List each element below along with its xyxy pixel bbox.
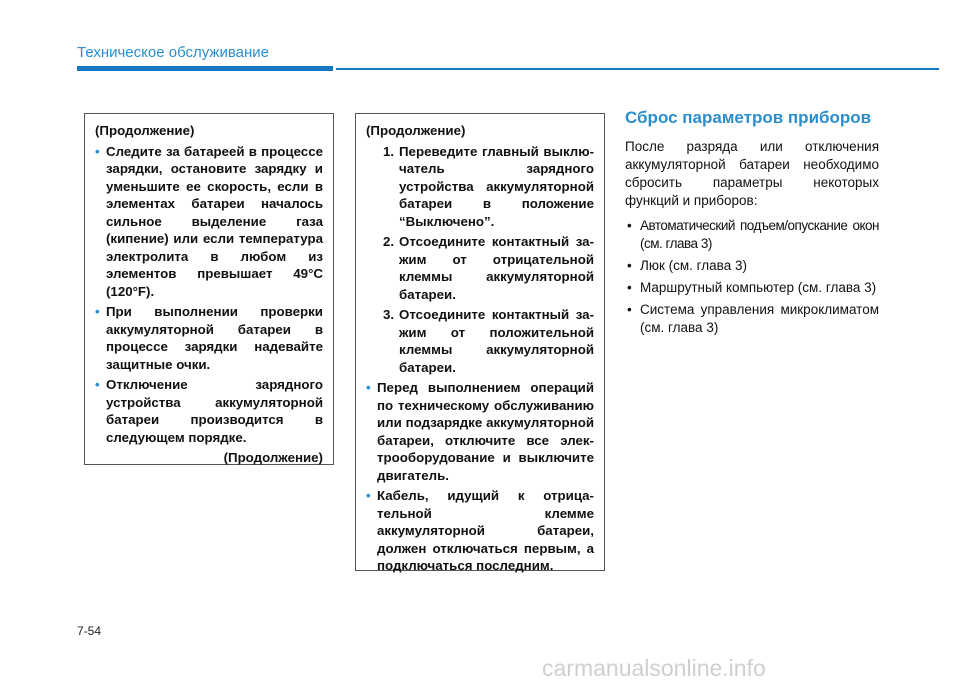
step-number: 1. bbox=[383, 143, 395, 159]
header-rule-thin bbox=[336, 68, 939, 70]
numbered-step bbox=[366, 143, 594, 231]
bullet-icon: • bbox=[366, 488, 371, 503]
bullet-icon: • bbox=[95, 304, 100, 319]
list-item-text: Перед выполнением операций по техническому обслуживанию или подзарядке аккумуляторной батареи, отключите все элек-трооборудование и выключите двигатель. bbox=[377, 380, 594, 483]
list-item bbox=[95, 376, 323, 446]
list-item-text: Отключение зарядного устройства аккумуляторной батареи производится в следующем порядке. bbox=[106, 377, 323, 445]
list-item bbox=[95, 143, 323, 301]
bullet-icon: • bbox=[627, 302, 632, 317]
reset-instruments-section bbox=[625, 108, 879, 341]
list-item-text: Маршрутный компьютер (см. глава 3) bbox=[640, 280, 877, 295]
step-text: Отсоедините контактный за-жим от положительной клеммы аккумуляторной батареи. bbox=[399, 307, 594, 375]
numbered-step bbox=[366, 233, 594, 303]
step-text: Отсоедините контактный за-жим от отрицательной клеммы аккумуляторной батареи. bbox=[399, 234, 594, 302]
list-item-text: Кабель, идущий к отрица-тельной клемме аккумуляторной батареи, должен отключаться первым, а подключаться последним. bbox=[377, 488, 594, 573]
numbered-step bbox=[366, 306, 594, 376]
list-item-text: Автоматический подъем/опускание окон (см. глава 3) bbox=[640, 218, 879, 251]
list-item-text: Система управления микроклиматом (см. глава 3) bbox=[640, 302, 879, 335]
bullet-icon: • bbox=[95, 377, 100, 392]
list-item bbox=[366, 487, 594, 575]
bullet-icon: • bbox=[366, 380, 371, 395]
step-text: Переведите главный выклю-чатель зарядного устройства аккумуляторной батареи в положение “Выключено”. bbox=[399, 143, 594, 229]
box-continued-label: (Продолжение) bbox=[223, 450, 323, 465]
step-number: 2. bbox=[383, 234, 395, 249]
list-item-text: Люк (см. глава 3) bbox=[640, 258, 747, 273]
list-item bbox=[625, 301, 879, 337]
list-item bbox=[625, 279, 879, 297]
bullet-icon: • bbox=[95, 143, 100, 159]
bullet-icon: • bbox=[627, 218, 632, 233]
list-item-text: Следите за батареей в процессе зарядки, остановите зарядку и уменьшите ее скорость, если в элементах батареи началось сильное выделение газа (кипение) или если температура электролита в любом из элементов превышает 49°C (120°F). bbox=[106, 143, 323, 299]
section-intro: После разряда или отключения аккумуляторной батареи необходимо сбросить параметры некоторых функций и приборов: bbox=[625, 139, 879, 208]
list-item bbox=[366, 379, 594, 484]
watermark: carmanualsonline.info bbox=[542, 655, 766, 681]
header-rule-thick bbox=[77, 66, 333, 71]
list-item bbox=[95, 303, 323, 373]
list-item bbox=[625, 257, 879, 275]
list-item-text: При выполнении проверки аккумуляторной батареи в процессе зарядки надевайте защитные очки. bbox=[106, 304, 323, 372]
page-number: 7-54 bbox=[77, 624, 102, 638]
continued-note-box-left bbox=[84, 113, 334, 465]
list-item bbox=[625, 217, 879, 253]
bullet-icon: • bbox=[627, 280, 632, 295]
continued-note-box-middle bbox=[355, 113, 605, 571]
section-title: Техническое обслуживание bbox=[77, 44, 269, 61]
section-heading: Сброс параметров приборов bbox=[625, 108, 872, 127]
step-number: 3. bbox=[383, 307, 395, 322]
box-heading: (Продолжение) bbox=[95, 123, 195, 138]
box-heading: (Продолжение) bbox=[366, 123, 466, 138]
bullet-icon: • bbox=[627, 258, 632, 273]
